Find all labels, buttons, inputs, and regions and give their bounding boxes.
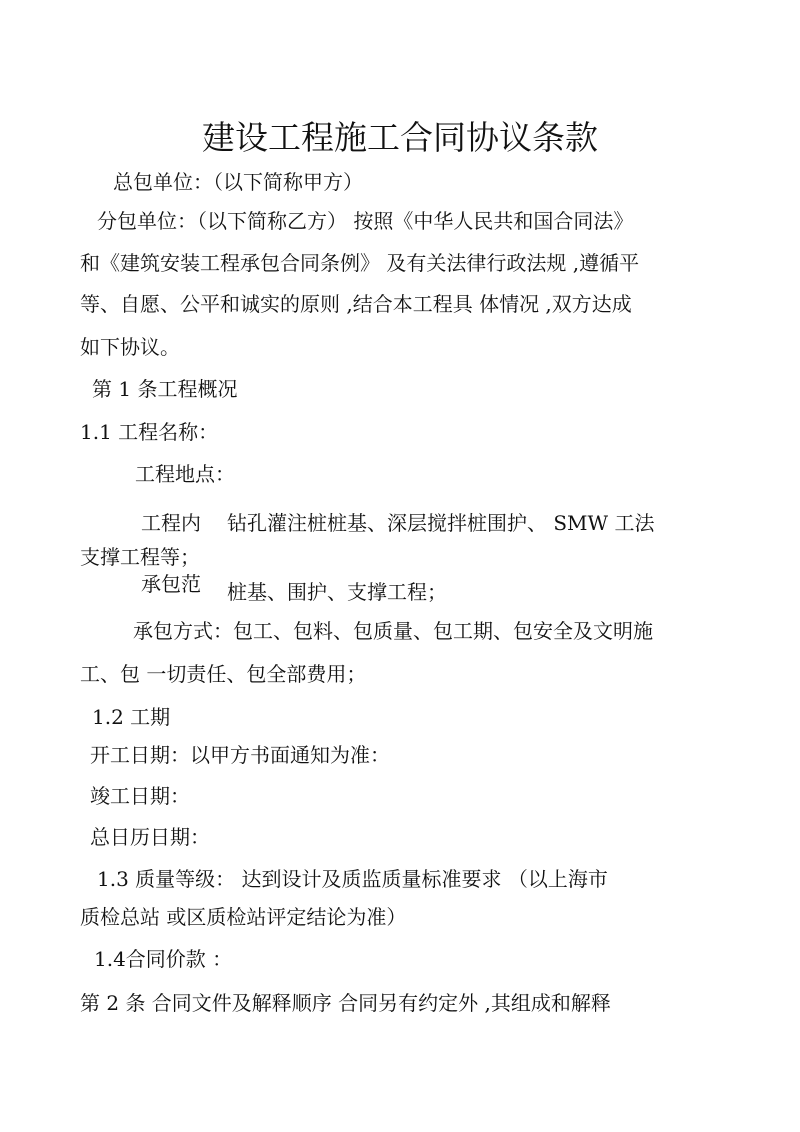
quality-grade-continuation: 质检总站 或区质检站评定结论为准） — [80, 905, 407, 929]
article-2-heading: 第 2 条 合同文件及解释顺序 合同另有约定外 ,其组成和解释 — [80, 991, 611, 1015]
project-name-label: 1.1 工程名称： — [80, 420, 219, 444]
article-1-heading: 第 1 条工程概况 — [92, 377, 238, 401]
contract-price-line: 1.4合同价款 ： — [94, 947, 233, 971]
body-line: 等、自愿、公平和诚实的原则 ,结合本工程具 体情况 ,双方达成 — [80, 292, 632, 316]
project-content-value: 钻孔灌注桩桩基、深层搅拌桩围护、 SMW 工法 — [227, 511, 655, 535]
project-content-continuation: 支撑工程等； — [80, 545, 200, 569]
project-content-label — [141, 513, 201, 536]
contract-scope-label-text: 承包范 — [141, 574, 201, 594]
subcontractor-line: 分包单位：（以下简称乙方） 按照《中华人民共和国合同法》 — [97, 209, 634, 233]
quality-grade-line: 1.3 质量等级： 达到设计及质监质量标准要求 （以上海市 — [97, 867, 608, 891]
body-line: 和《建筑安装工程承包合同条例》 及有关法律行政法规 ,遵循平 — [80, 251, 640, 275]
schedule-heading: 1.2 工期 — [92, 705, 171, 729]
contract-scope-value: 桩基、围护、支撑工程； — [227, 580, 447, 604]
body-line: 如下协议。 — [80, 335, 180, 359]
contract-scope-label — [141, 574, 201, 597]
start-date-line: 开工日期：以甲方书面通知为准： — [90, 743, 390, 767]
completion-date-line: 竣工日期： — [90, 784, 190, 808]
project-location-label: 工程地点： — [135, 462, 235, 486]
document-title: 建设工程施工合同协议条款 — [202, 118, 598, 157]
contract-method-line: 承包方式：包工、包料、包质量、包工期、包安全及文明施 — [133, 619, 653, 643]
total-calendar-days-line: 总日历日期： — [90, 825, 210, 849]
project-content-label-text: 工程内 — [141, 513, 201, 533]
contract-method-continuation: 工、包 一切责任、包全部费用； — [80, 662, 367, 686]
general-contractor-line: 总包单位：（以下简称甲方） — [113, 170, 363, 194]
